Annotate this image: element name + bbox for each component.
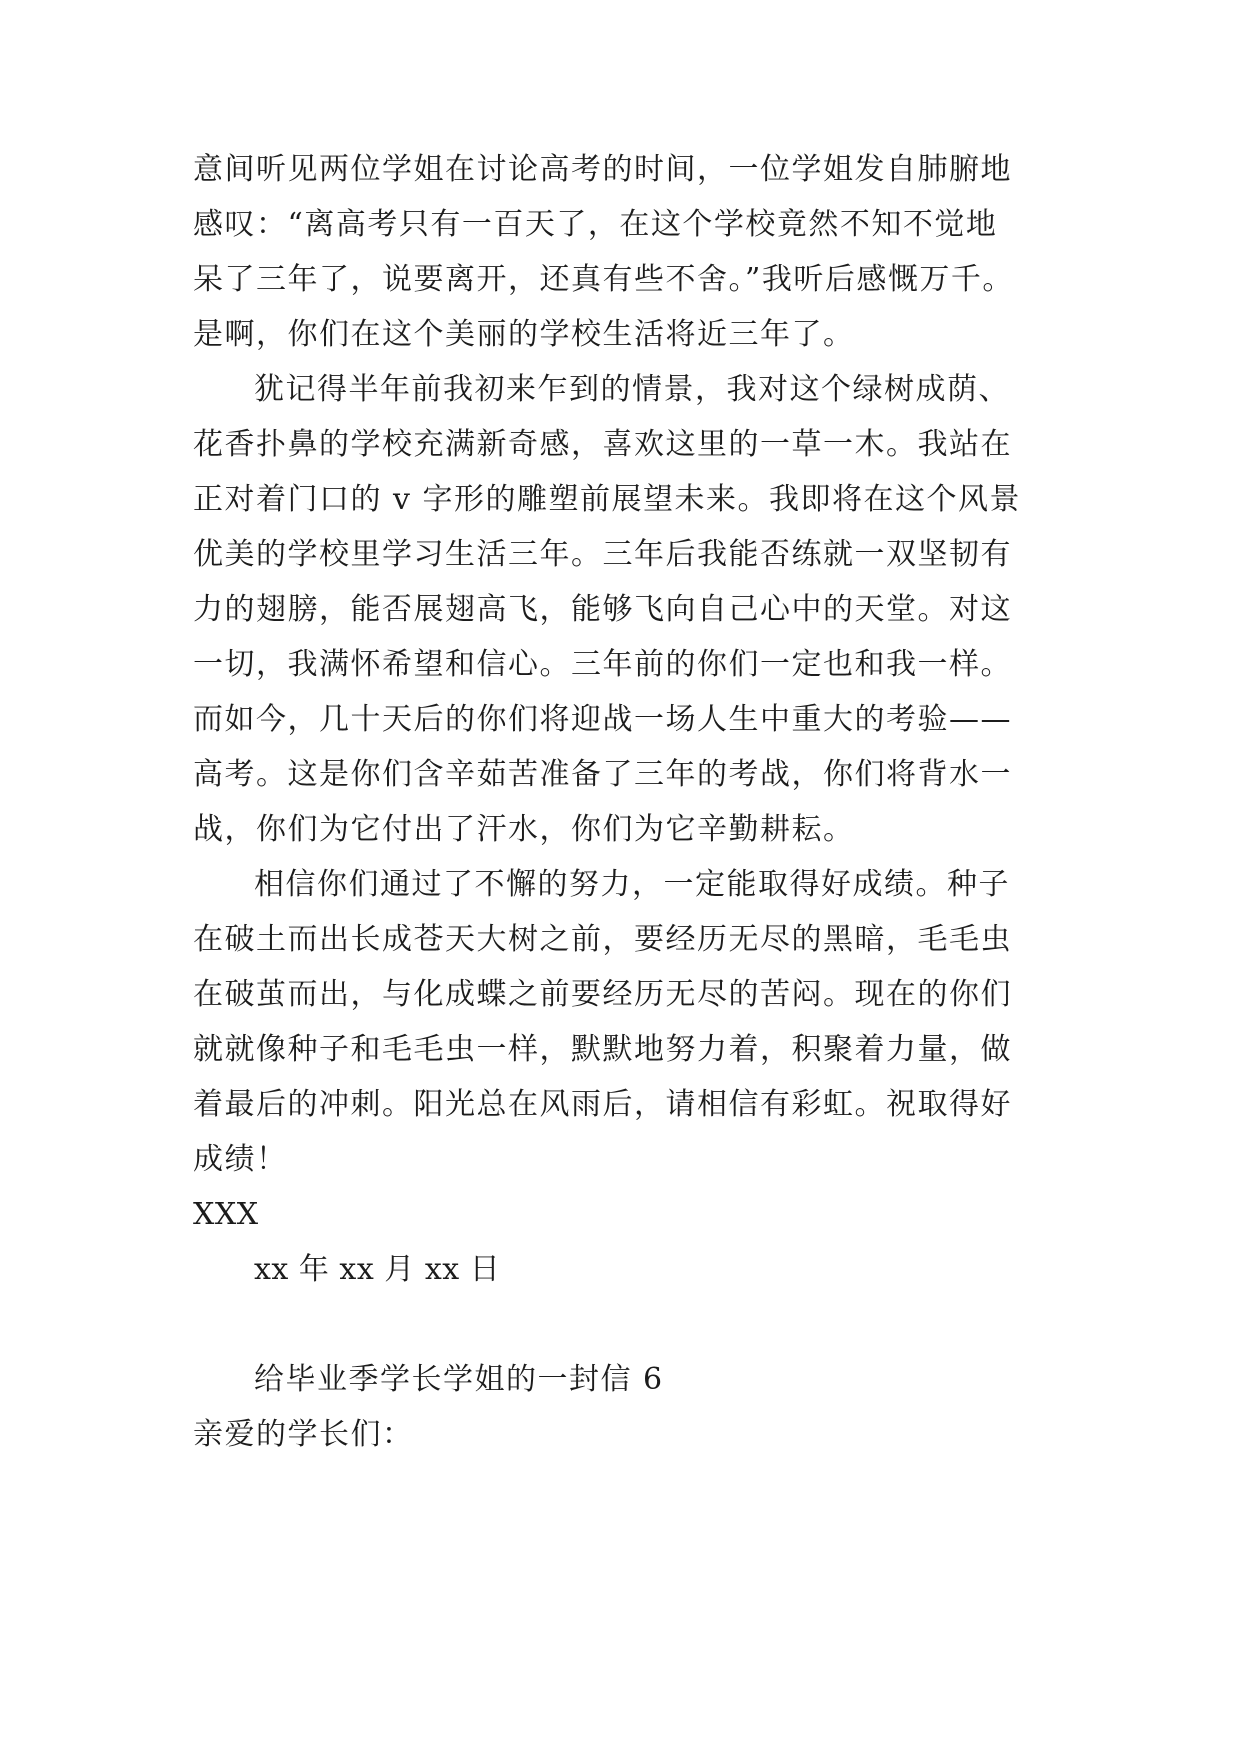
body-line: 花香扑鼻的学校充满新奇感，喜欢这里的一草一木。我站在 (193, 427, 1012, 462)
body-line: 优美的学校里学习生活三年。三年后我能否练就一双坚韧有 (193, 537, 1012, 572)
body-line: 力的翅膀，能否展翅高飞，能够飞向自己心中的天堂。对这 (193, 592, 1012, 627)
body-line: 在破茧而出，与化成蝶之前要经历无尽的苦闷。现在的你们 (193, 977, 1012, 1012)
body-line: 成绩！ (193, 1142, 288, 1177)
paragraph-start-line: 相信你们通过了不懈的努力，一定能取得好成绩。种子 (254, 867, 1010, 902)
body-line: 高考。这是你们含辛茹苦准备了三年的考战，你们将背水一 (193, 757, 1012, 792)
body-line: 战，你们为它付出了汗水，你们为它辛勤耕耘。 (193, 812, 855, 847)
paragraph-start-line: 犹记得半年前我初来乍到的情景，我对这个绿树成荫、 (254, 372, 1010, 407)
body-line: 感叹：“离高考只有一百天了，在这个学校竟然不知不觉地 (193, 207, 998, 242)
body-line: 是啊，你们在这个美丽的学校生活将近三年了。 (193, 317, 855, 352)
body-line: 呆了三年了，说要离开，还真有些不舍。”我听后感慨万千。 (193, 262, 1014, 297)
body-line: 正对着门口的 v 字形的雕塑前展望未来。我即将在这个风景 (193, 482, 1022, 517)
body-line: 意间听见两位学姐在讨论高考的时间，一位学姐发自肺腑地 (193, 152, 1012, 187)
body-line: 在破土而出长成苍天大树之前，要经历无尽的黑暗，毛毛虫 (193, 922, 1012, 957)
body-line: 而如今，几十天后的你们将迎战一场人生中重大的考验—— (193, 702, 1012, 737)
next-letter-title: 给毕业季学长学姐的一封信 6 (254, 1362, 664, 1397)
body-line: 着最后的冲刺。阳光总在风雨后，请相信有彩虹。祝取得好 (193, 1087, 1012, 1122)
body-line: 就就像种子和毛毛虫一样，默默地努力着，积聚着力量，做 (193, 1032, 1012, 1067)
letter-date: xx 年 xx 月 xx 日 (254, 1252, 501, 1287)
signature: XXX (193, 1197, 259, 1232)
body-line: 一切，我满怀希望和信心。三年前的你们一定也和我一样。 (193, 647, 1012, 682)
salutation: 亲爱的学长们： (193, 1417, 414, 1452)
